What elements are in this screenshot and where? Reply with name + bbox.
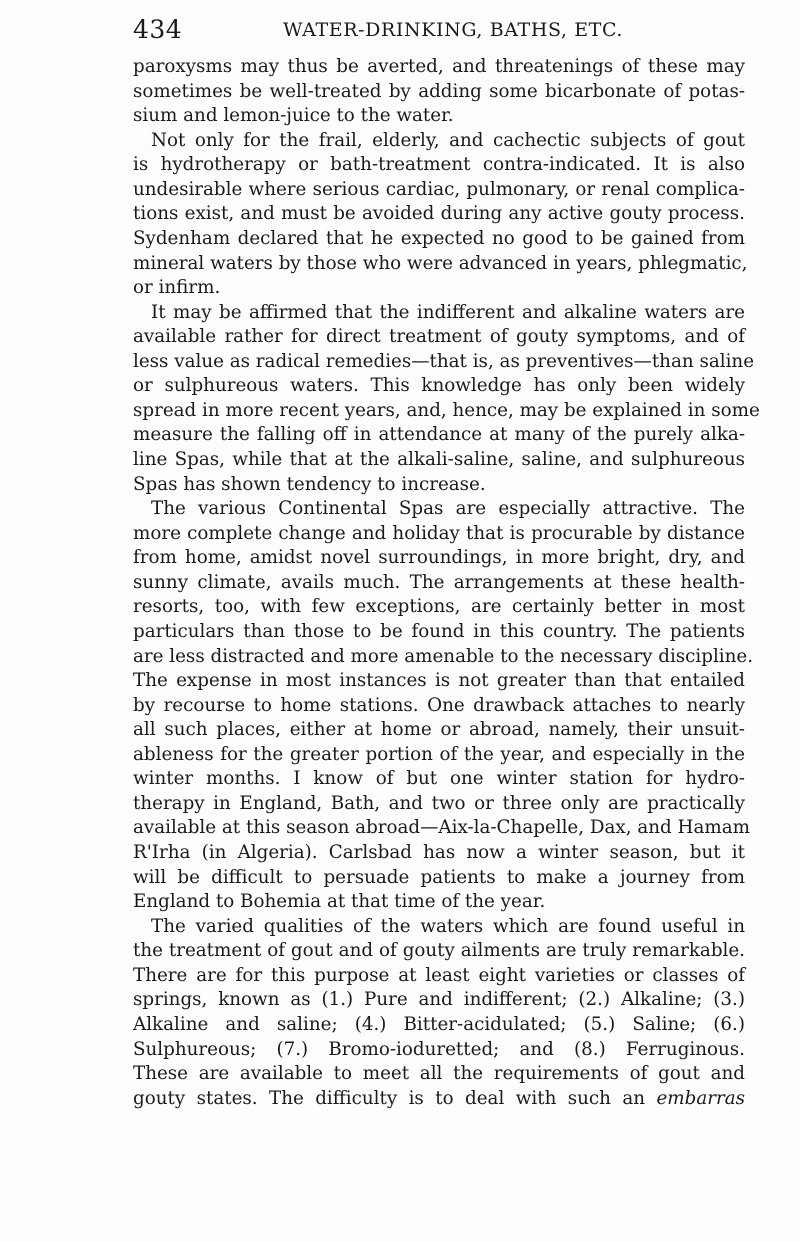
text-line: from home, amidst novel surroundings, in more bright, dry, and [133,547,745,569]
text-line: sium and lemon-juice to the water. [133,105,454,127]
text-line: will be difficult to persuade patients to make a journey from [133,866,745,888]
text-line: particulars than those to be found in this country. The patients [133,620,745,642]
text-line: the treatment of gout and of gouty ailments are truly remarkable. [133,940,745,962]
text-line: mineral waters by those who were advanced in years, phlegmatic, [133,252,748,274]
text-line: R'Irha (in Algeria). Carlsbad has now a winter season, but it [133,842,745,863]
text-line: sometimes be well-treated by adding some bicarbonate of potas- [133,80,745,102]
text-line: measure the falling off in attendance at many of the purely alka- [133,424,745,446]
text-line: ableness for the greater portion of the year, and especially in the [133,743,745,765]
text-line: undesirable where serious cardiac, pulmonary, or renal complica- [133,178,745,200]
text-line: springs, known as (1.) Pure and indifferent; (2.) Alkaline; (3.) [133,989,745,1011]
text-line: available at this season abroad—Aix-la-Chapelle, Dax, and Hamam [133,817,750,839]
text-line: winter months. I know of but one winter station for hydro- [133,768,745,790]
text-line: by recourse to home stations. One drawback attaches to nearly [133,694,745,716]
text-line: Alkaline and saline; (4.) Bitter-acidulated; (5.) Saline; (6.) [133,1013,745,1035]
text-line: or infirm. [133,277,221,299]
text-line: are less distracted and more amenable to the necessary discipline. [133,645,754,667]
text-line: or sulphureous waters. This knowledge has only been widely [133,375,745,397]
text-line: England to Bohemia at that time of the year. [133,891,546,913]
body-text [133,55,760,1111]
text-line: resorts, too, with few exceptions, are certainly better in most [133,596,745,618]
text-line: Spas has shown tendency to increase. [133,473,486,495]
text-line: Sydenham declared that he expected no good to be gained from [133,227,745,249]
text-line: There are for this purpose at least eight varieties or classes of [133,964,745,986]
page-number: 434 [133,15,183,44]
text-line: tions exist, and must be avoided during any active gouty process. [133,203,745,225]
text-line: These are available to meet all the requirements of gout and [133,1063,745,1085]
text-line: The various Continental Spas are especially attractive. The [151,498,745,520]
text-line: line Spas, while that at the alkali-saline, saline, and sulphureous [133,449,745,470]
text-line: is hydrotherapy or bath-treatment contra-indicated. It is also [133,154,745,176]
text-line: It may be affirmed that the indifferent and alkaline waters are [151,301,745,323]
page-header [133,10,753,50]
text-line-start: gouty states. The difficulty is to deal with such an [133,1087,646,1109]
text-line: The varied qualities of the waters which are found useful in [151,915,745,937]
text-line: sunny climate, avails much. The arrangements at these health- [133,571,745,593]
text-line: Not only for the frail, elderly, and cachectic subjects of gout [151,129,745,151]
text-line: spread in more recent years, and, hence, may be explained in some [133,399,760,421]
text-line: The expense in most instances is not greater than that entailed [133,670,745,692]
text-line: therapy in England, Bath, and two or three only are practically [133,792,745,814]
text-line: all such places, either at home or abroad, namely, their unsuit- [133,719,745,741]
text-line-last [133,1087,745,1112]
italic-word: embarras [656,1087,745,1109]
text-line: paroxysms may thus be averted, and threatenings of these may [133,56,745,77]
text-line: more complete change and holiday that is procurable by distance [133,522,745,544]
text-line: Sulphureous; (7.) Bromo-ioduretted; and (8.) Ferruginous. [133,1038,745,1060]
text-line: available rather for direct treatment of gouty symptoms, and of [133,326,745,348]
running-title: WATER-DRINKING, BATHS, ETC. [283,19,624,41]
text-line: less value as radical remedies—that is, as preventives—than saline [133,350,755,372]
